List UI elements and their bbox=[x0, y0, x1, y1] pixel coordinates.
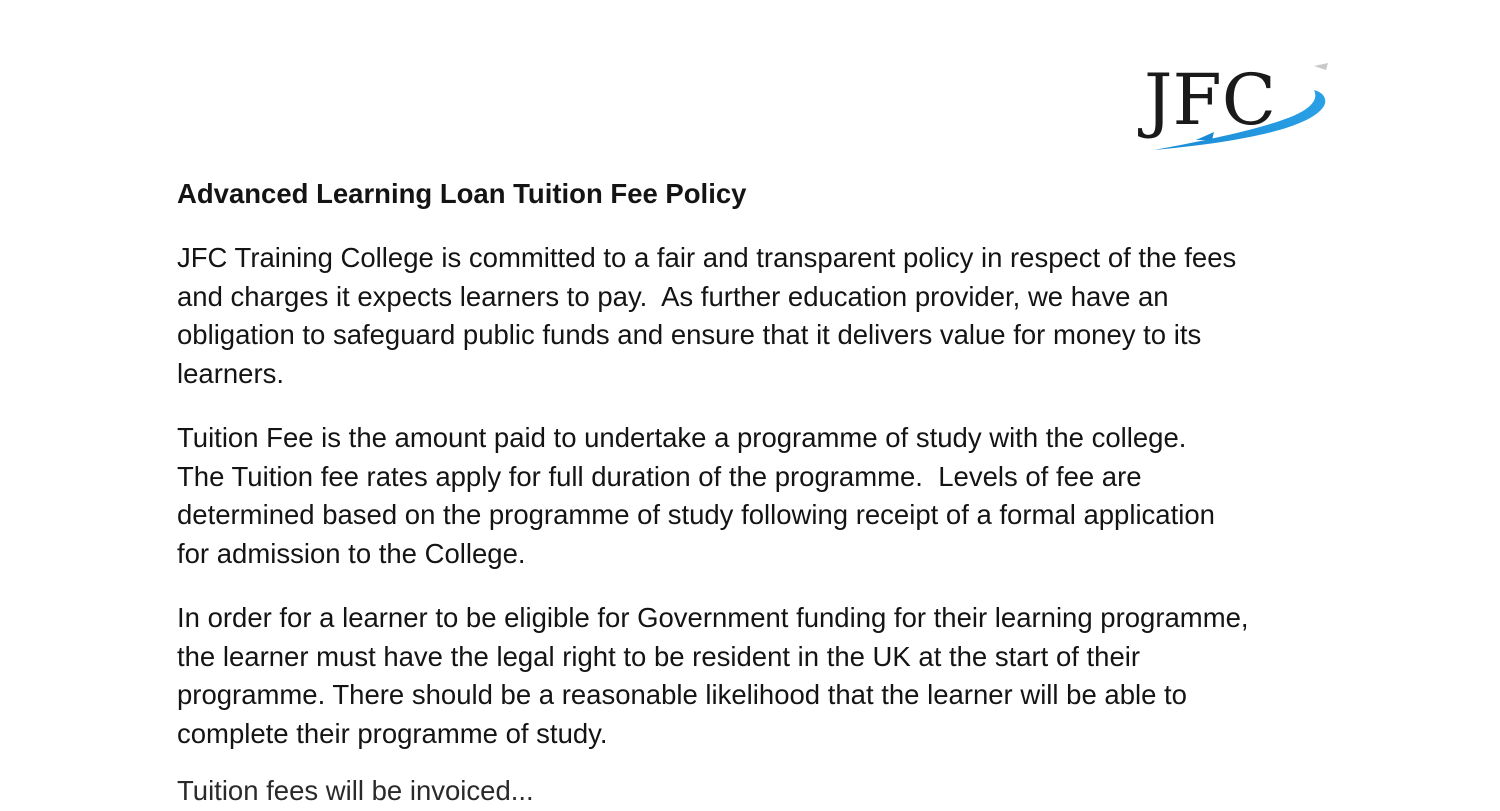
paragraph-commitment bbox=[177, 239, 1236, 394]
paragraph-line: JFC Training College is committed to a fair and transparent policy in respect of the fees bbox=[177, 242, 1237, 273]
document-title: Advanced Learning Loan Tuition Fee Policy bbox=[177, 178, 747, 209]
paragraph-line: learners. bbox=[177, 358, 284, 390]
paragraph-line: and charges it expects learners to pay. As further education provider, we have an bbox=[177, 280, 1169, 312]
paragraph-line: obligation to safeguard public funds and ensure that it delivers value for money to its bbox=[177, 319, 1202, 351]
paragraph-tuition-fee bbox=[177, 419, 1215, 574]
logo-text: JFC bbox=[1138, 60, 1276, 141]
paragraph-line: Tuition Fee is the amount paid to undertake a programme of study with the college. bbox=[177, 422, 1187, 453]
paragraph-cutoff bbox=[177, 772, 534, 811]
jfc-logo bbox=[1138, 60, 1334, 154]
paragraph-line: determined based on the programme of study following receipt of a formal application bbox=[177, 499, 1215, 531]
paragraph-line: for admission to the College. bbox=[177, 538, 526, 570]
paragraph-line: The Tuition fee rates apply for full duration of the programme. Levels of fee are bbox=[177, 460, 1142, 492]
logo-swoosh-tip bbox=[1314, 63, 1328, 70]
paragraph-eligibility bbox=[177, 599, 1249, 754]
paragraph-line: Tuition fees will be invoiced... bbox=[177, 775, 534, 806]
paragraph-line: In order for a learner to be eligible for Government funding for their learning programme, bbox=[177, 602, 1249, 633]
paragraph-line: complete their programme of study. bbox=[177, 718, 608, 750]
paragraph-line: programme. There should be a reasonable likelihood that the learner will be able to bbox=[177, 679, 1187, 711]
paragraph-line: the learner must have the legal right to be resident in the UK at the start of their bbox=[177, 640, 1141, 672]
